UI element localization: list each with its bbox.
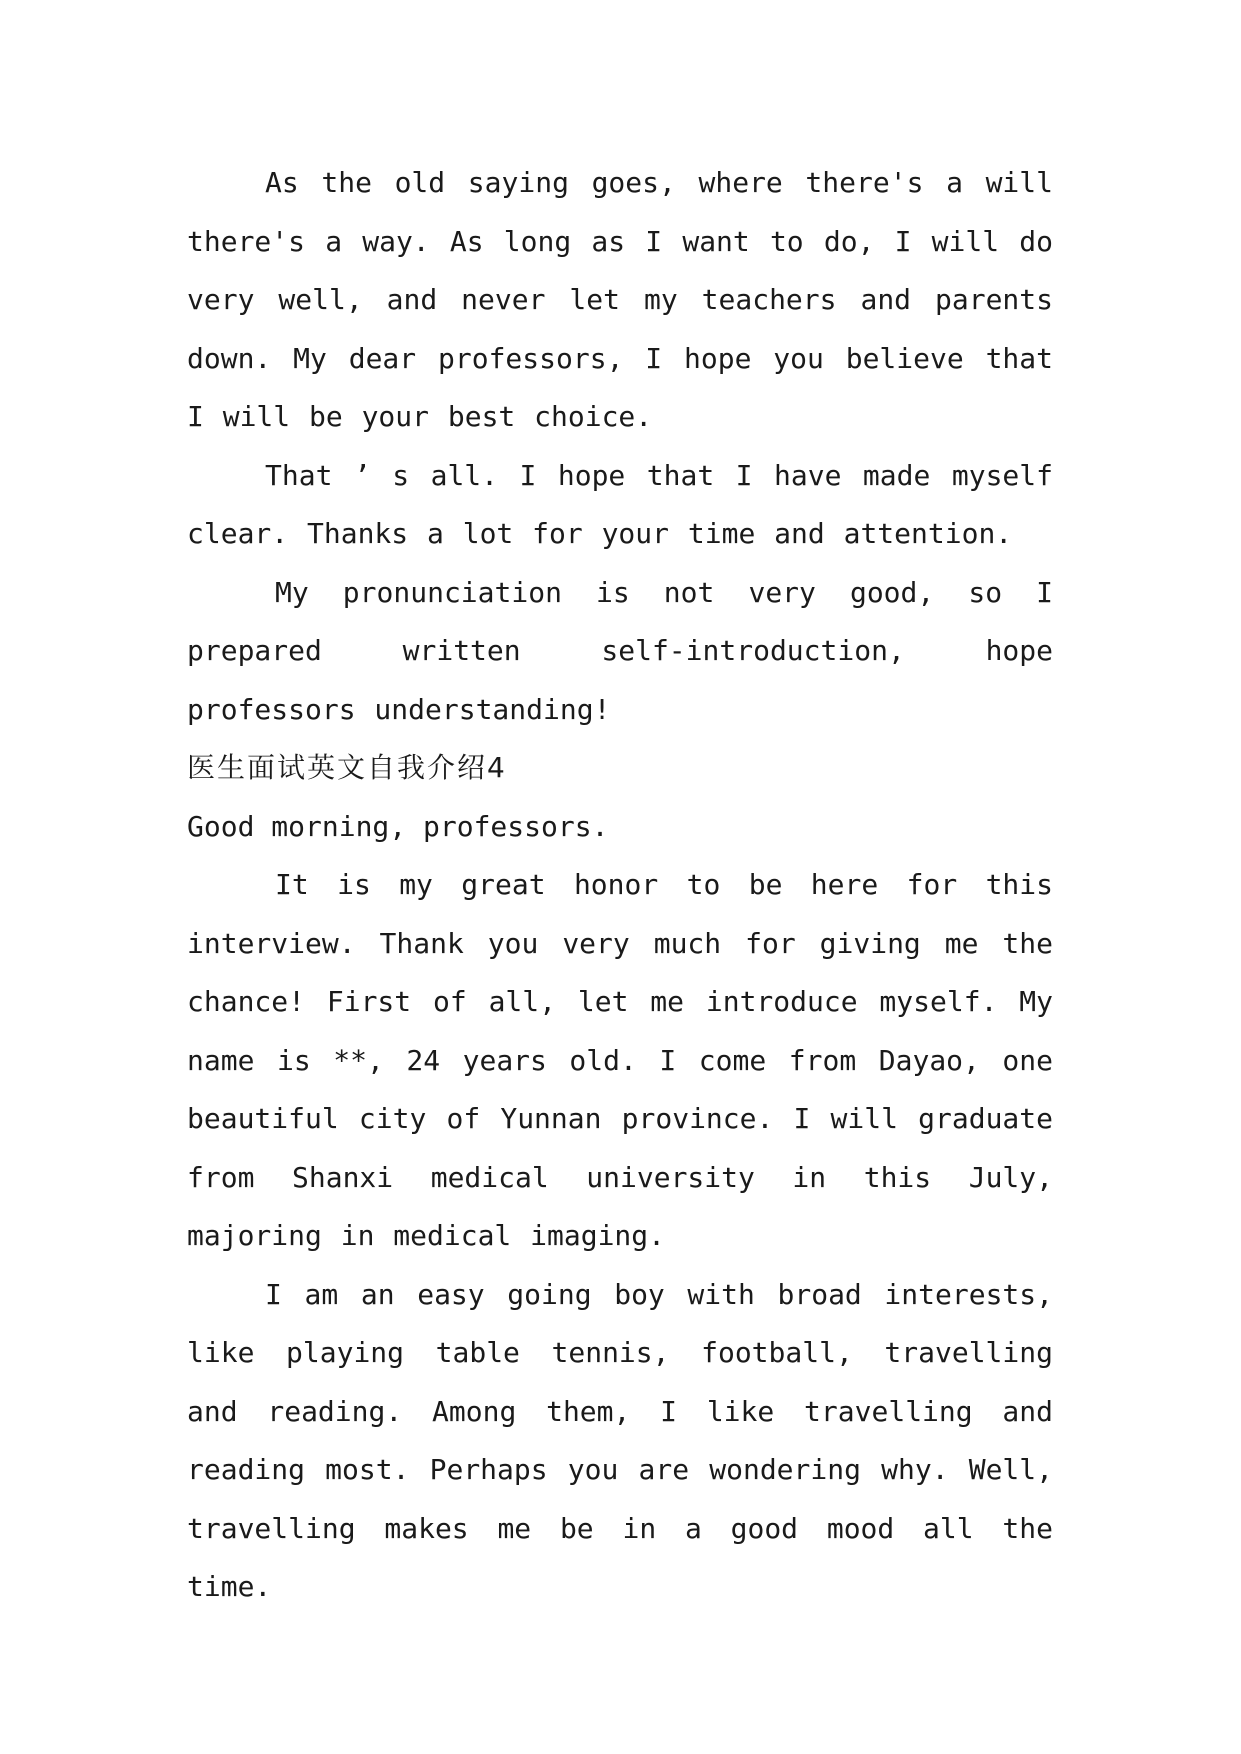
paragraph-will-way: As the old saying goes, where there's a will there's a way. As long as I want to do, I will do very well, and never let my teachers and parents down. My dear professors, I hope you believe that I will be your best choice. [187,166,1053,433]
paragraph-interests: I am an easy going boy with broad interests, like playing table tennis, football, travelling and reading. Among them, I like travelling and reading most. Perhaps you are wondering why. Well, travelling makes me be in a good mood all the time. [187,1277,1053,1603]
document-body [187,154,1053,1617]
paragraph-pronunciation: My pronunciation is not very good, so I prepared written self-introduction, hope professors understanding! [187,575,1053,726]
section-heading: 医生面试英文自我介绍4 [187,751,507,784]
greeting-line: Good morning, professors. [187,809,609,843]
paragraph-thats-all: That ’ s all. I hope that I have made myself clear. Thanks a lot for your time and attention. [187,458,1053,550]
paragraph-introduction: It is my great honor to be here for this interview. Thank you very much for giving me the chance! First of all, let me introduce myself. My name is **, 24 years old. I come from Dayao, one beautiful city of Yunnan province. I will graduate from Shanxi medical university in this July, majoring in medical imaging. [187,868,1053,1252]
